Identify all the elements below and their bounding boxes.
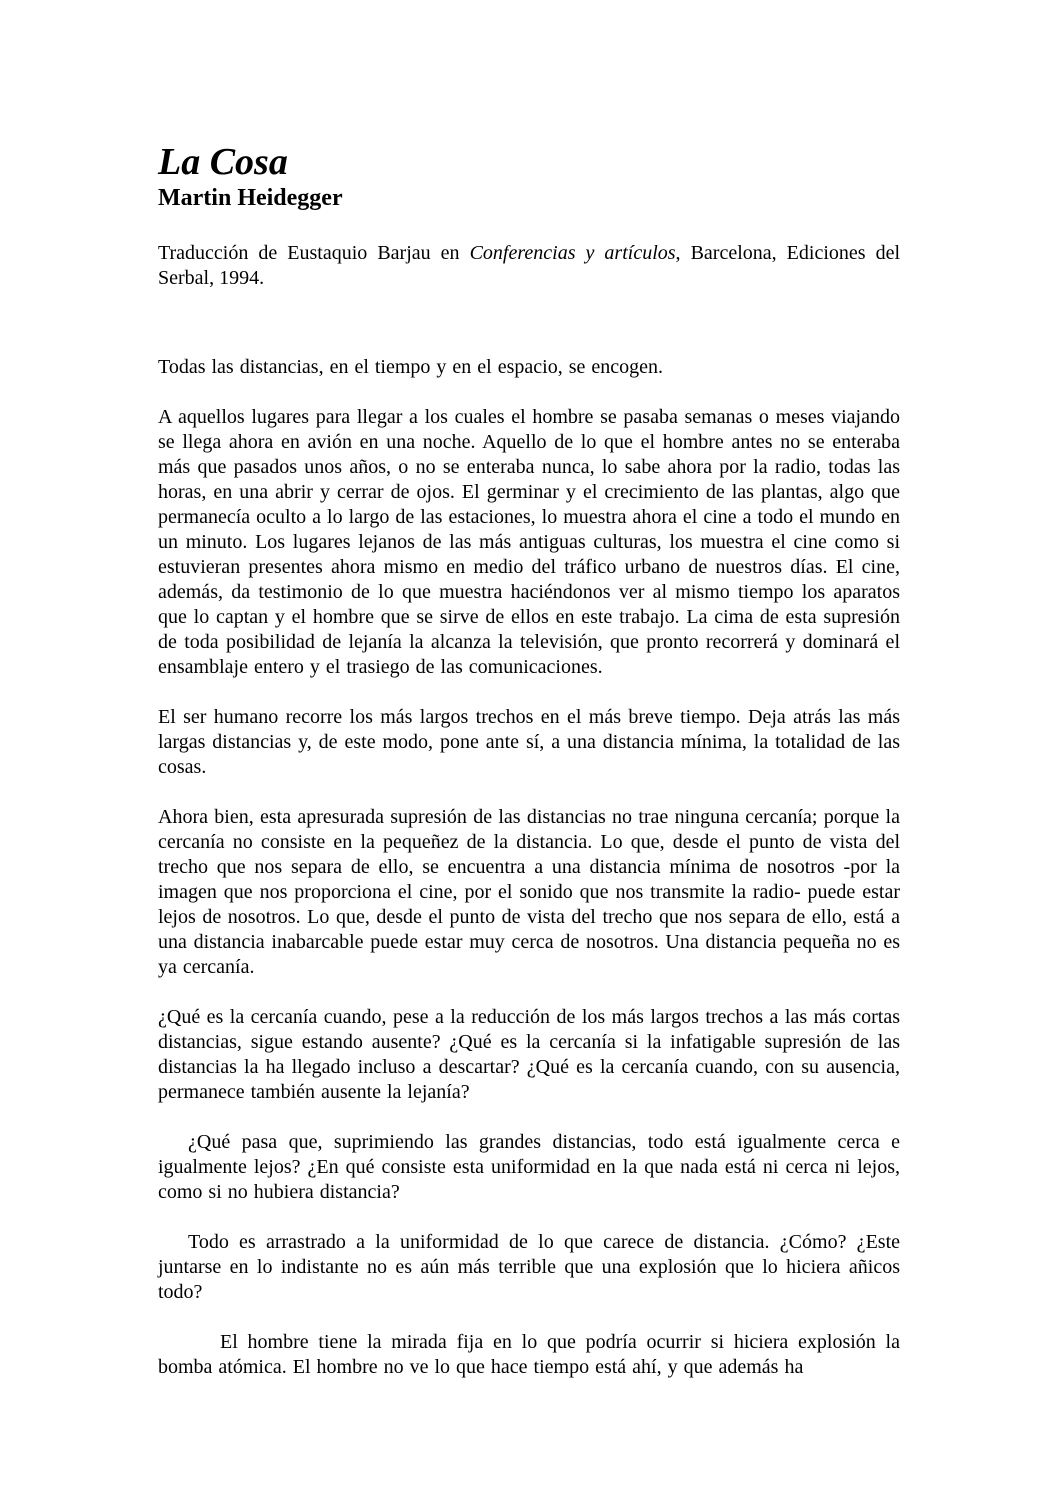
paragraph-7: Todo es arrastrado a la uniformidad de lo que carece de distancia. ¿Cómo? ¿Este juntarse en lo indistante no es aún más terrible que una explosión que lo hiciera añicos todo? xyxy=(158,1231,900,1303)
paragraph-5: ¿Qué es la cercanía cuando, pese a la reducción de los más largos trechos a las más cortas distancias, sigue estando ausente? ¿Qué es la cercanía si la infatigable supresión de las distancias la ha llegado incluso a descartar? ¿Qué es la cercanía cuando, con su ausencia, permanece también ausente la lejanía? xyxy=(158,1006,900,1103)
page-title: La Cosa xyxy=(158,141,288,183)
credit-work-title: Conferencias y artículos xyxy=(469,242,676,264)
paragraph-6: ¿Qué pasa que, suprimiendo las grandes distancias, todo está igualmente cerca e igualmente lejos? ¿En qué consiste esta uniformidad en la que nada está ni cerca ni lejos, como si no hubiera distancia? xyxy=(158,1131,900,1203)
credit-prefix: Traducción de Eustaquio Barjau en xyxy=(158,242,470,264)
document-author: Martin Heidegger xyxy=(158,185,343,211)
document-content xyxy=(158,141,900,1380)
paragraph-4: Ahora bien, esta apresurada supresión de las distancias no trae ninguna cercanía; porque la cercanía no consiste en la pequeñez de la distancia. Lo que, desde el punto de vista del trecho que nos separa de ello, se encuentra a una distancia mínima de nosotros -por la imagen que nos proporciona el cine, por el sonido que nos transmite la radio- puede estar lejos de nosotros. Lo que, desde el punto de vista del trecho que nos separa de ello, está a una distancia inabarcable puede estar muy cerca de nosotros. Una distancia pequeña no es ya cercanía. xyxy=(158,806,900,978)
credit-suffix: , Barcelona, Ediciones del Serbal, 1994. xyxy=(158,242,901,289)
paragraph-8: El hombre tiene la mirada fija en lo que podría ocurrir si hiciera explosión la bomba atómica. El hombre no ve lo que hace tiempo está ahí, y que además ha xyxy=(158,1331,900,1378)
paragraph-1: Todas las distancias, en el tiempo y en el espacio, se encogen. xyxy=(158,356,663,378)
translation-credit xyxy=(158,241,900,291)
paragraph-3: El ser humano recorre los más largos trechos en el más breve tiempo. Deja atrás las más largas distancias y, de este modo, pone ante sí, a una distancia mínima, la totalidad de las cosas. xyxy=(158,706,900,778)
paragraph-2: A aquellos lugares para llegar a los cuales el hombre se pasaba semanas o meses viajando se llega ahora en avión en una noche. Aquello de lo que el hombre antes no se enteraba más que pasados unos años, o no se enteraba nunca, lo sabe ahora por la radio, todas las horas, en una abrir y cerrar de ojos. El germinar y el crecimiento de las plantas, algo que permanecía oculto a lo largo de las estaciones, lo muestra ahora el cine a todo el mundo en un minuto. Los lugares lejanos de las más antiguas culturas, los muestra el cine como si estuvieran presentes ahora mismo en medio del tráfico urbano de nuestros días. El cine, además, da testimonio de lo que muestra haciéndonos ver al mismo tiempo los aparatos que lo captan y el hombre que se sirve de ellos en este trabajo. La cima de esta supresión de toda posibilidad de lejanía la alcanza la televisión, que pronto recorrerá y dominará el ensamblaje entero y el trasiego de las comunicaciones. xyxy=(158,406,900,678)
